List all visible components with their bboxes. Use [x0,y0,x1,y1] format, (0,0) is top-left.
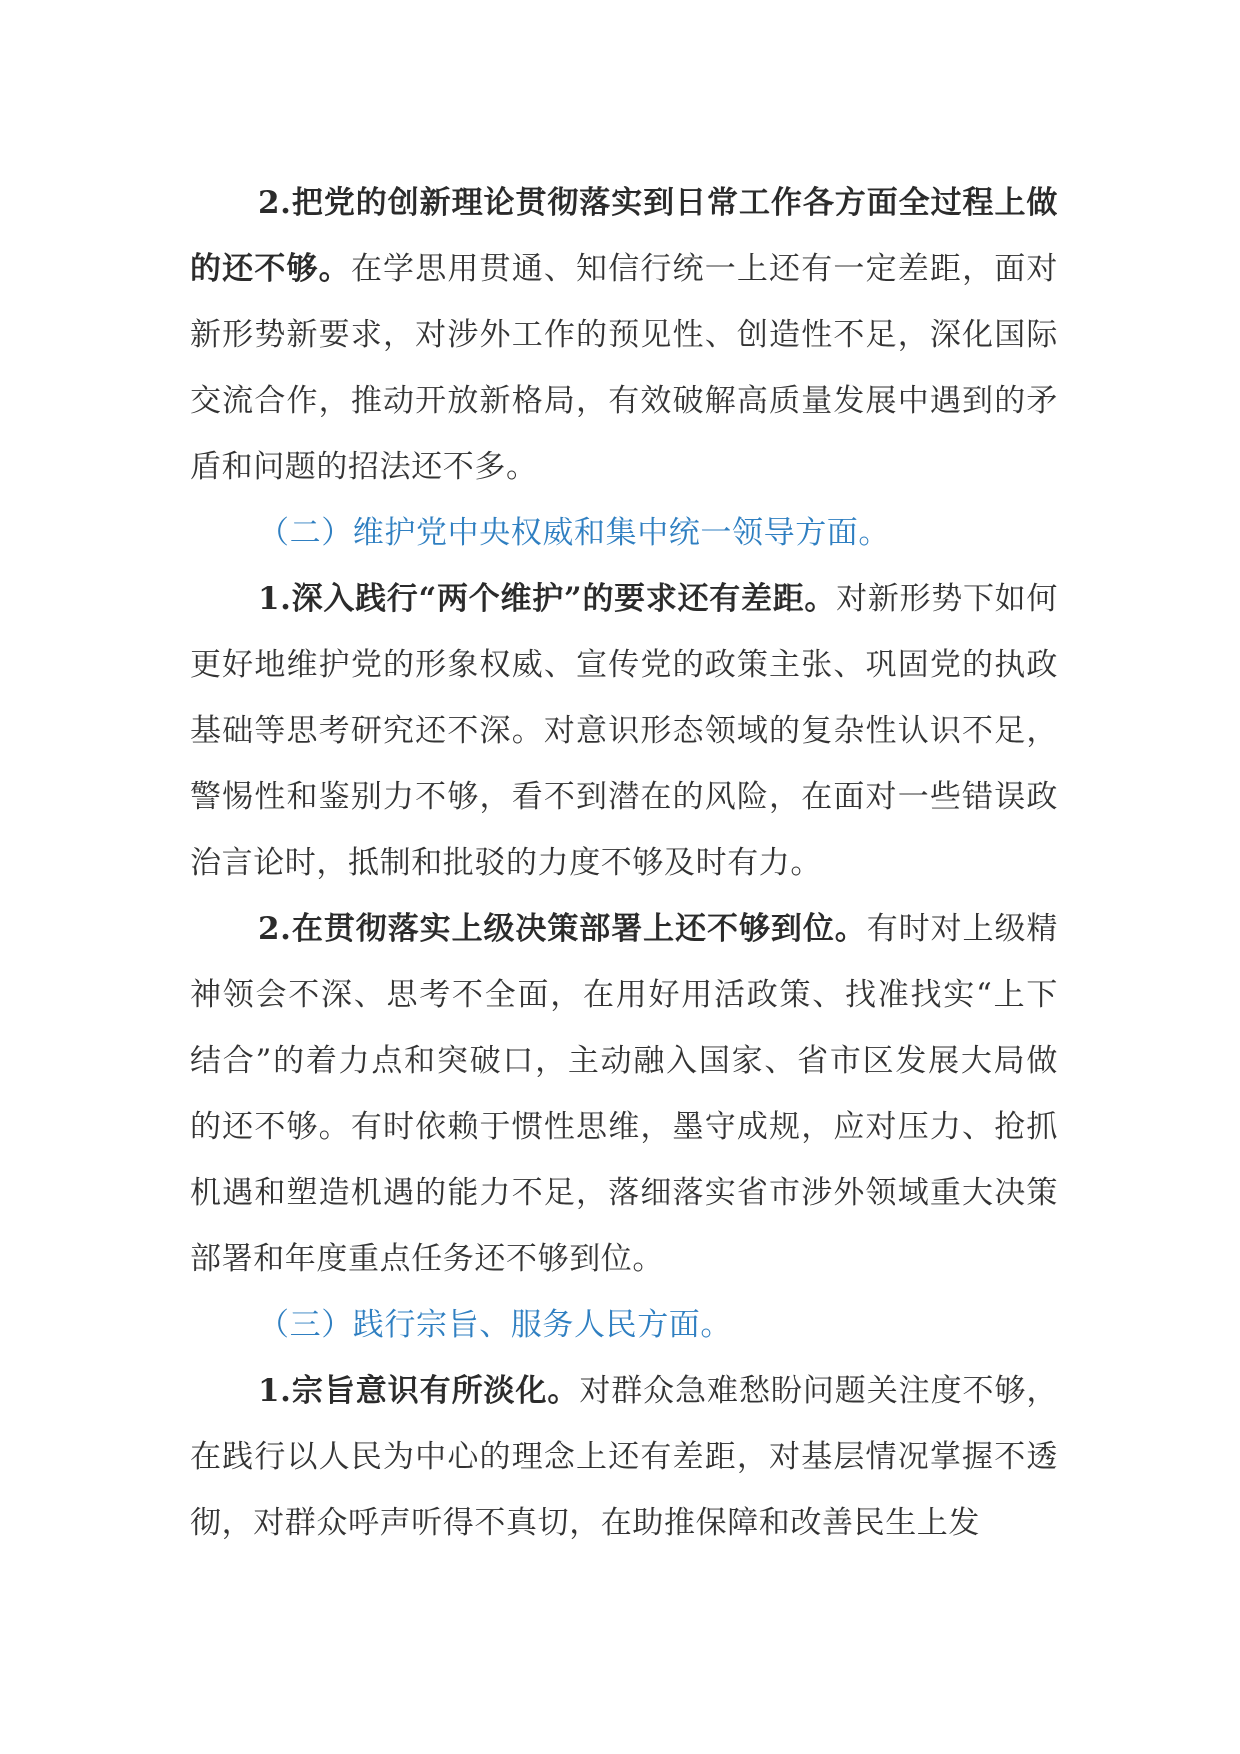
section-heading: （三）践行宗旨、服务人民方面。 [258,1307,732,1343]
paragraph-text: 有时对上级精神领会不深、思考不全面，在用好用活政策、找准找实“上下结合”的着力点和突破口，主动融入国家、省市区发展大局做的还不够。有时依赖于惯性思维，墨守成规，应对压力、抢抓机遇和塑造机遇的能力不足，落细落实省市涉外领域重大决策部署和年度重点任务还不够到位。 [190,911,1058,1277]
paragraph-lead: 1.宗旨意识有所淡化。 [258,1373,580,1409]
paragraph-lead: 2.在贯彻落实上级决策部署上还不够到位。 [258,911,867,947]
paragraph-text: 在学思用贯通、知信行统一上还有一定差距，面对新形势新要求，对涉外工作的预见性、创造性不足，深化国际交流合作，推动开放新格局，有效破解高质量发展中遇到的矛盾和问题的招法还不多。 [190,251,1059,485]
paragraph [190,566,1058,896]
paragraph-text: 对群众急难愁盼问题关注度不够，在践行以人民为中心的理念上还有差距，对基层情况掌握不透彻，对群众呼声听得不真切，在助推保障和改善民生上发 [190,1373,1058,1541]
paragraph-lead: 2.把党的创新理论贯彻落实到日常工作各方面全过程上做的还不够。 [190,185,1058,287]
paragraph [190,170,1058,500]
paragraph-text: 对新形势下如何更好地维护党的形象权威、宣传党的政策主张、巩固党的执政基础等思考研究还不深。对意识形态领域的复杂性认识不足，警惕性和鉴别力不够，看不到潜在的风险，在面对一些错误政治言论时，抵制和批驳的力度不够及时有力。 [190,581,1058,881]
document-body [190,170,1058,1556]
paragraph [190,1358,1058,1556]
paragraph-lead: 1.深入践行“两个维护”的要求还有差距。 [258,581,837,617]
paragraph [190,896,1058,1292]
section-heading: （二）维护党中央权威和集中统一领导方面。 [258,515,890,551]
